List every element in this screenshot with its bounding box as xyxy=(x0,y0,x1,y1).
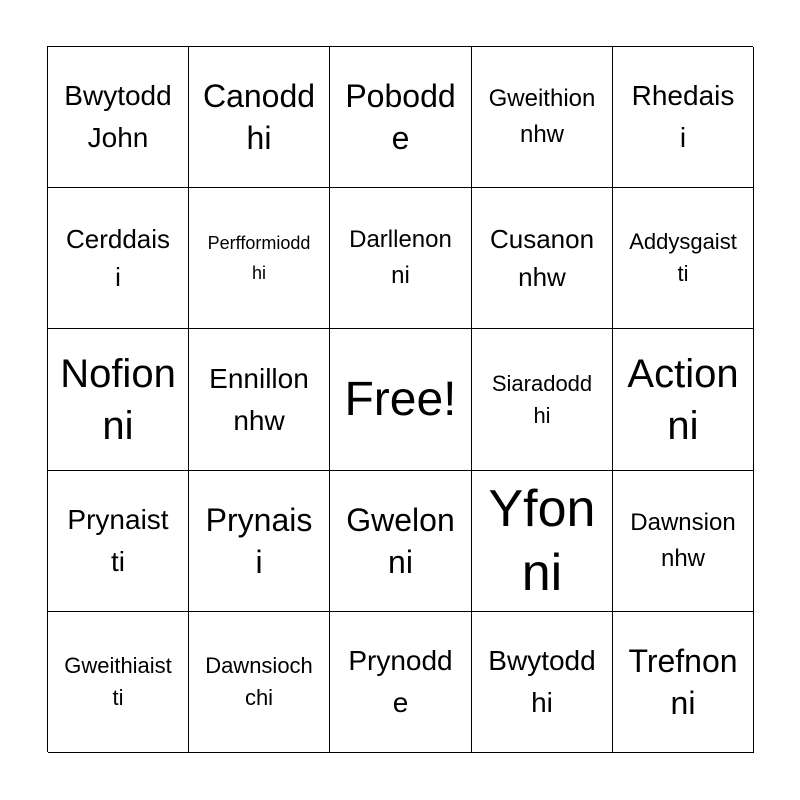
cell-label: Canodd hi xyxy=(202,78,316,156)
cell-label: Action ni xyxy=(627,351,739,448)
bingo-cell-r3c4[interactable] xyxy=(472,329,613,471)
bingo-cell-r2c4[interactable] xyxy=(472,188,613,329)
bingo-cell-r5c4[interactable] xyxy=(472,612,613,753)
cell-label: Bwytodd hi xyxy=(488,645,596,718)
bingo-cell-r1c1[interactable] xyxy=(48,47,189,188)
cell-label: Prynodd e xyxy=(348,645,453,718)
cell-label: Gweithiaist ti xyxy=(64,653,172,710)
cell-label: Pobodd e xyxy=(345,78,456,156)
bingo-cell-r4c1[interactable] xyxy=(48,471,189,612)
cell-label: Cusanon nhw xyxy=(489,224,595,292)
cell-label: Nofion ni xyxy=(60,351,176,448)
bingo-cell-free[interactable] xyxy=(330,329,472,471)
cell-label: Yfon ni xyxy=(488,480,596,602)
cell-label: Gweithion nhw xyxy=(488,85,596,148)
cell-label: Prynais i xyxy=(205,502,313,580)
cell-label: Trefnon ni xyxy=(628,643,738,721)
cell-label: Prynaist ti xyxy=(67,504,169,577)
cell-label: Addysgaist ti xyxy=(629,229,737,286)
bingo-cell-r1c2[interactable] xyxy=(189,47,330,188)
cell-label: Darllenon ni xyxy=(349,226,452,289)
cell-label: Perfformiodd hi xyxy=(207,233,311,283)
bingo-cell-r4c5[interactable] xyxy=(613,471,754,612)
bingo-cell-r3c5[interactable] xyxy=(613,329,754,471)
bingo-cell-r4c4[interactable] xyxy=(472,471,613,612)
bingo-cell-r4c2[interactable] xyxy=(189,471,330,612)
bingo-cell-r2c5[interactable] xyxy=(613,188,754,329)
bingo-cell-r5c1[interactable] xyxy=(48,612,189,753)
bingo-cell-r2c1[interactable] xyxy=(48,188,189,329)
cell-label: Rhedais i xyxy=(631,80,735,153)
cell-label: Ennillon nhw xyxy=(209,362,309,436)
cell-label: Bwytodd John xyxy=(64,80,172,153)
cell-label: Cerddais i xyxy=(65,224,171,292)
bingo-cell-r5c2[interactable] xyxy=(189,612,330,753)
bingo-board xyxy=(47,46,753,752)
bingo-cell-r1c3[interactable] xyxy=(330,47,472,188)
bingo-cell-r5c3[interactable] xyxy=(330,612,472,753)
cell-label: Gwelon ni xyxy=(346,502,455,580)
bingo-cell-r2c3[interactable] xyxy=(330,188,472,329)
cell-label: Dawnsion nhw xyxy=(630,509,736,572)
bingo-cell-r3c1[interactable] xyxy=(48,329,189,471)
bingo-cell-r5c5[interactable] xyxy=(613,612,754,753)
cell-label: Dawnsioch chi xyxy=(205,653,313,710)
bingo-cell-r4c3[interactable] xyxy=(330,471,472,612)
cell-label: Siaradodd hi xyxy=(491,370,593,428)
bingo-cell-r1c4[interactable] xyxy=(472,47,613,188)
free-space-label: Free! xyxy=(344,372,457,426)
bingo-cell-r2c2[interactable] xyxy=(189,188,330,329)
bingo-cell-r1c5[interactable] xyxy=(613,47,754,188)
bingo-cell-r3c2[interactable] xyxy=(189,329,330,471)
